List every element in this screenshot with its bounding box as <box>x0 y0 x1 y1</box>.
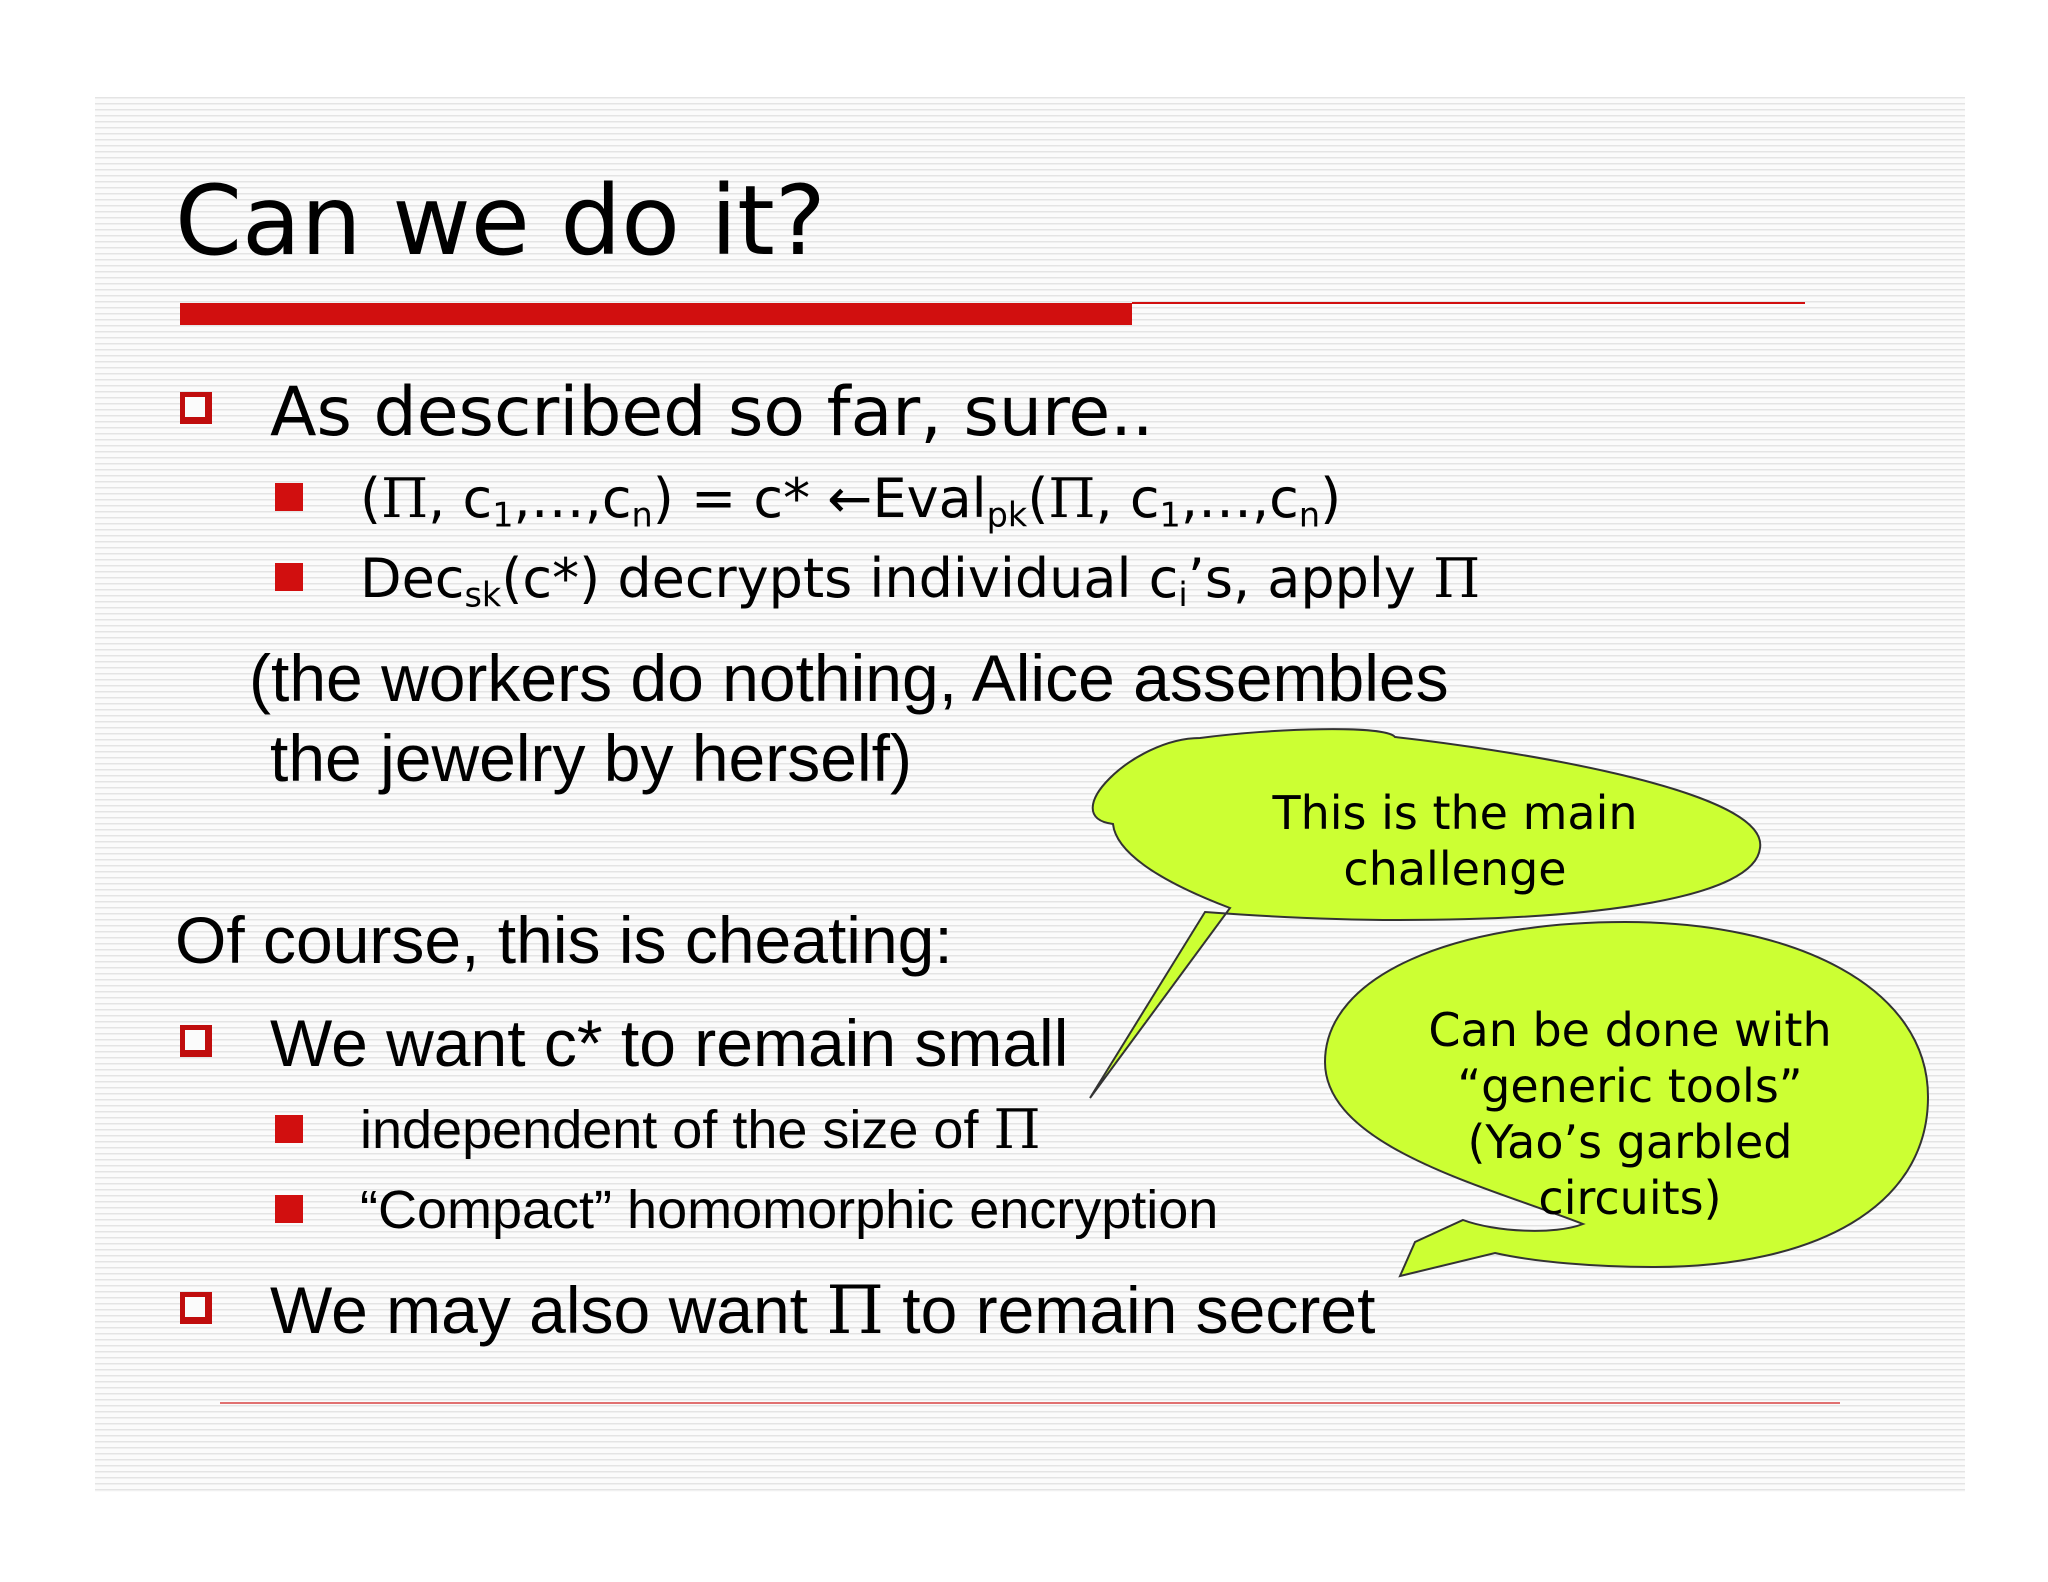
formula-part: , c <box>1095 467 1160 530</box>
formula-part: (c*) decrypts individual c <box>501 547 1179 610</box>
formula-part: ’s, apply <box>1187 547 1434 610</box>
pi-symbol: Π <box>381 467 429 530</box>
paren-note-line-1: (the workers do nothing, Alice assembles <box>249 641 1449 715</box>
formula-open-paren: ( <box>360 467 382 530</box>
callout-2-line: (Yao’s garbled <box>1467 1115 1793 1170</box>
sub-bullet-text: independent of the size of <box>360 1100 994 1160</box>
formula-subscript: pk <box>986 495 1028 535</box>
callout-2-line: Can be done with <box>1428 1003 1832 1057</box>
callout-1-line: challenge <box>1343 842 1567 897</box>
slide-title: Can we do it? <box>175 165 826 277</box>
paren-note-line-2: the jewelry by herself) <box>270 721 912 795</box>
formula-part: ( <box>1027 467 1049 530</box>
bullet-3-part: to remain secret <box>883 1273 1376 1347</box>
callout-2-line: “generic tools” <box>1457 1059 1803 1114</box>
callout-shapes <box>95 97 1965 1492</box>
bullet-3-part: We may also want <box>270 1273 827 1347</box>
formula-subscript: n <box>631 495 653 535</box>
formula-part: ) <box>1320 467 1342 530</box>
formula-subscript: n <box>1298 495 1321 535</box>
callout-2-line: circuits) <box>1538 1171 1722 1226</box>
left-arrow-icon: ← <box>827 467 873 530</box>
formula-part: ,…,c <box>513 467 632 530</box>
formula-subscript: 1 <box>1159 495 1181 535</box>
formula-subscript: sk <box>464 575 502 615</box>
pi-symbol: Π <box>826 1272 884 1349</box>
formula-part: ) = c* <box>652 467 828 530</box>
callout-1-line: This is the main <box>1272 786 1638 840</box>
pi-symbol: Π <box>1433 547 1481 610</box>
pi-symbol: Π <box>1048 467 1096 530</box>
callout-2-text <box>1395 1002 1865 1226</box>
pi-symbol: Π <box>993 1098 1041 1161</box>
callout-1-text <box>1245 785 1665 897</box>
formula-subscript: i <box>1178 575 1188 615</box>
formula-subscript: 1 <box>492 495 514 535</box>
bullet-1-text: As described so far, sure.. <box>270 373 1154 452</box>
formula-part: Dec <box>360 547 465 610</box>
formula-part: , c <box>428 467 493 530</box>
slide <box>95 97 1965 1492</box>
of-course-heading: Of course, this is cheating: <box>175 903 953 977</box>
sub-bullet-compact: “Compact” homomorphic encryption <box>360 1180 1219 1240</box>
bullet-2-text: We want c* to remain small <box>270 1006 1069 1080</box>
formula-part: ,…,c <box>1180 467 1299 530</box>
formula-part: Eval <box>872 467 987 530</box>
